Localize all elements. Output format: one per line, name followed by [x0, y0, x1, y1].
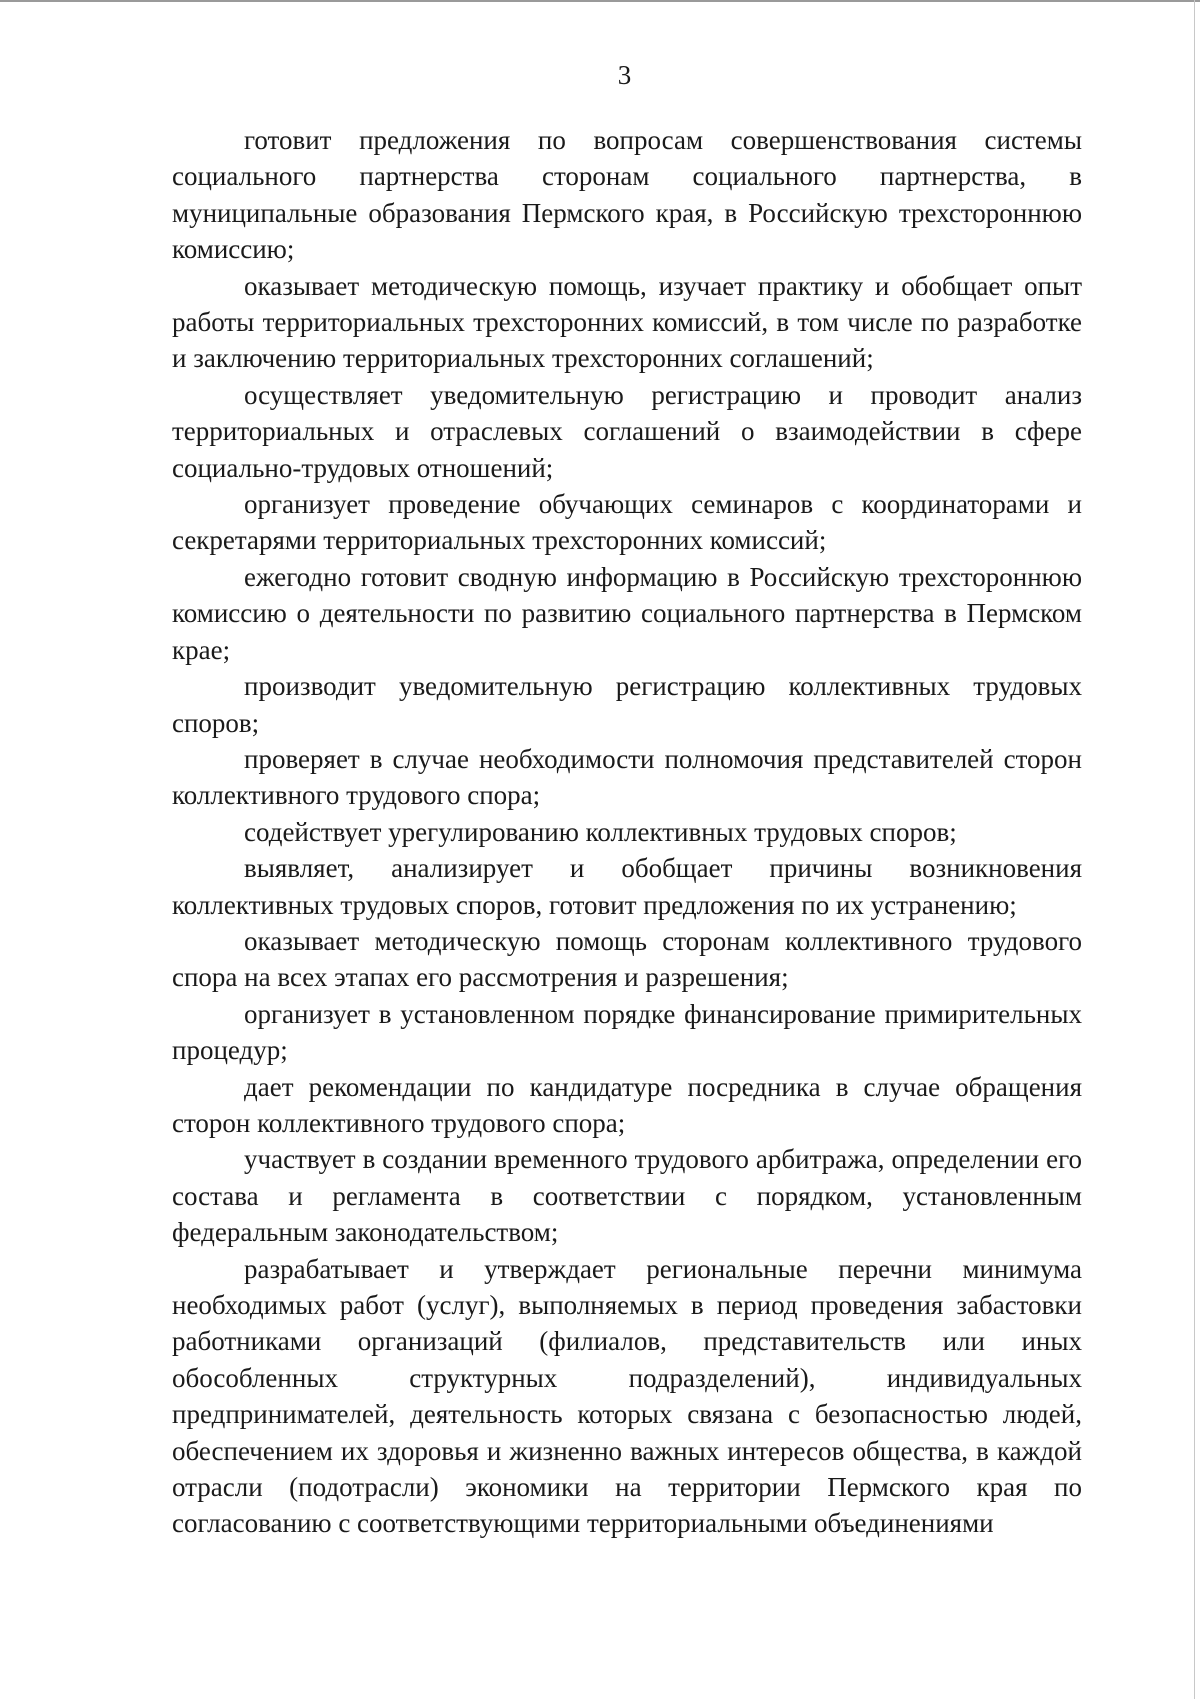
paragraph: организует в установленном порядке финансирование примирительных процедур;	[172, 998, 1082, 1066]
paragraph: выявляет, анализирует и обобщает причины возникновения коллективных трудовых споров, готовит предложения по их устранению;	[172, 853, 1082, 920]
paragraph: организует проведение обучающих семинаров с координаторами и секретарями территориальных трехсторонних комиссий;	[172, 489, 1082, 556]
paragraph: разрабатывает и утверждает региональные перечни минимума необходимых работ (услуг), выполняемых в период проведения забастовки работниками организаций (филиалов, представительств или иных обособленных структурных подразделений), индивидуальных предпринимателей, деятельность которых связана с безопасностью людей, обеспечением их здоровья и жизненно важных интересов общества, в каждой отрасли (подотрасли) экономики на территории Пермского края по согласованию с соответствующими территориальными объединениями	[172, 1253, 1082, 1539]
paragraph: ежегодно готовит сводную информацию в Российскую трехстороннюю комиссию о деятельности по развитию социального партнерства в Пермском крае;	[172, 561, 1082, 665]
page-number: 3	[617, 60, 632, 90]
paragraph: участвует в создании временного трудового арбитража, определении его состава и регламента в соответствии с порядком, установленным федеральным законодательством;	[172, 1144, 1082, 1248]
paragraph: содействует урегулированию коллективных трудовых споров;	[244, 816, 957, 847]
paragraph: осуществляет уведомительную регистрацию и проводит анализ территориальных и отраслевых соглашений о взаимодействии в сфере социально-трудовых отношений;	[172, 379, 1082, 483]
paragraph: дает рекомендации по кандидатуре посредника в случае обращения сторон коллективного трудового спора;	[172, 1071, 1082, 1138]
paragraph: оказывает методическую помощь, изучает практику и обобщает опыт работы территориальных трехсторонних комиссий, в том числе по разработке и заключению территориальных трехсторонних соглашений;	[172, 270, 1082, 374]
scan-top-edge	[0, 0, 1200, 2]
paragraph: проверяет в случае необходимости полномочия представителей сторон коллективного трудового спора;	[172, 743, 1082, 811]
paragraph: готовит предложения по вопросам совершенствования системы социального партнерства сторонам социального партнерства, в муниципальные образования Пермского края, в Российскую трехстороннюю комиссию;	[172, 125, 1082, 265]
paragraph: оказывает методическую помощь сторонам коллективного трудового спора на всех этапах его рассмотрения и разрешения;	[172, 925, 1082, 993]
paragraph: производит уведомительную регистрацию коллективных трудовых споров;	[172, 671, 1082, 738]
scan-right-edge	[1194, 0, 1195, 1699]
document-body	[172, 122, 1082, 1542]
